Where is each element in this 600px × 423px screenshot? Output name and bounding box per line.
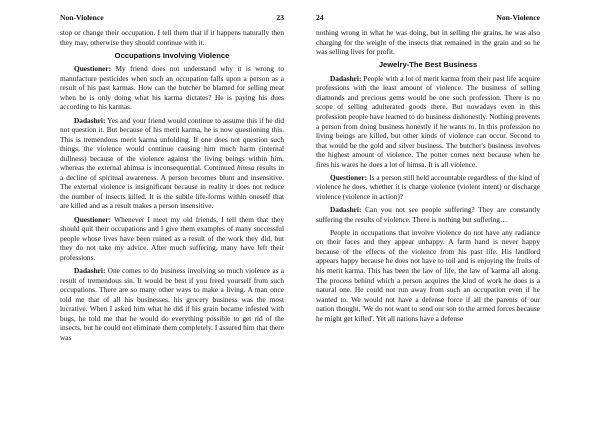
page-number: 23 (276, 13, 284, 22)
running-title: Non-Violence (496, 13, 540, 22)
paragraph-text: Yes and your friend would continue to assume this if he did not question it. But because of his merit karma, he is now questioning this. This is tremendous merit karma unfolding. If one does not question such things, the violence would continue causing him much harm (internal dullness) because of the violence against the living beings within him, whereas the external ahimsa is inconsequential. Continued (60, 115, 284, 173)
paragraph-text: One comes to do business involving so much violence as a result of tremendous sin. It would be best if you freed yourself from such occupations. There are so many other ways to make a living. A man once told me that of all his businesses, his grocery business was the most lucrative. When I asked him what he did if his grain became infested with bugs, he told me that he would do everything possible to get rid of the insects, but he could not eliminate them completely. I assured him that there was (60, 265, 284, 342)
speaker-label: Dadashri: (330, 205, 362, 215)
paragraph: People in occupations that involve violence do not have any radiance on their faces and they appear unhappy. A farm hand is never happy because of the effects of the violence from his past life. His landlord appears happy because he does not have to toil and is enjoying the fruits of his merit karma. This has been the law of life, the law of karma all along. The process behind which a person acquires the kind of work he does is a natural one. He could not run away from such an occupation even if he wanted to. We would not have a defense force if all the parents of our nation thought, 'We do not want to send our son to the armed forces because he might get killed'. Yet all nations have a defense (316, 227, 540, 323)
paragraph-text: Can you not see people suffering? They are constantly suffering the results of violence. There is nothing but suffering… (316, 205, 540, 224)
paragraph-text: People with a lot of merit karma from their past life acquire professions with the least amount of violence. The business of selling diamonds and precious gems would be one such profession. There is no scope of selling adulterated goods there. But nowadays even in this profession people have learned to do business dishonestly. Nothing prevents a person from doing business honestly if he wants to. In this profession no living beings are killed, but other kinds of violence can occur. Second to that would be the gold and silver business. The butcher's business involves the highest amount of violence. The potter comes next because when he fires his wares he does a lot of himsa. It is all violence. (316, 73, 540, 169)
running-title: Non-Violence (60, 13, 104, 22)
speaker-label: Questioner: (74, 214, 112, 224)
speaker-label: Dadashri: (74, 265, 106, 275)
section-heading: Occupations Involving Violence (114, 50, 230, 60)
speaker-label: Questioner: (330, 172, 368, 182)
paragraph (60, 116, 284, 211)
paragraph: nothing wrong in what he was doing, but in selling the grains, he was also charging for the weight of the insects that remained in the grain and so he was selling lives for profit. (316, 28, 540, 57)
right-page-header (316, 8, 540, 28)
paragraph (316, 173, 540, 202)
right-page (300, 0, 600, 423)
paragraph (60, 215, 284, 263)
page-number: 24 (316, 13, 324, 22)
right-page-body (316, 28, 540, 323)
speaker-label: Questioner: (74, 64, 112, 74)
paragraph (316, 205, 540, 224)
paragraph-text: My friend does not understand why it is wrong to manufacture pesticides when such an occupation falls upon a person as a result of his past karmas. How can the butcher be blamed for selling meat when he is only doing what his karma dictates? He is paying his dues according to his karmas. (60, 64, 284, 112)
speaker-label: Dadashri: (74, 115, 106, 125)
paragraph (316, 74, 540, 169)
section-heading: Jewelry-The Best Business (378, 60, 478, 70)
left-page-header (60, 8, 284, 28)
speaker-label: Dadashri: (330, 73, 362, 83)
emphasized-term: himsa (236, 163, 255, 173)
paragraph: stop or change their occupation. I tell them that if it happens naturally then they may, otherwise they should continue with it. (60, 28, 284, 47)
paragraph-text: results in a decline of spiritual awareness. A person becomes blunt and insensitive. The external violence is insignificant because in reality it does not reduce the number of insects killed. It is the subtle life-forms within oneself that are killed and as a result makes a person insensitive. (60, 163, 284, 211)
paragraph (60, 266, 284, 342)
left-page-body (60, 28, 284, 342)
paragraph-text: Is a person still held accountable regardless of the kind of violence he does, whether it is charge violence (violent intent) or discharge violence (violence in action)? (316, 172, 540, 201)
paragraph-text: Whenever I meet my old friends, I tell them that they should quit their occupations and I give them examples of many successful people whose lives have been ruined as a result of the work they did, but they do not take my advice. After much suffering, many have left their professions. (60, 214, 284, 262)
paragraph (60, 64, 284, 112)
